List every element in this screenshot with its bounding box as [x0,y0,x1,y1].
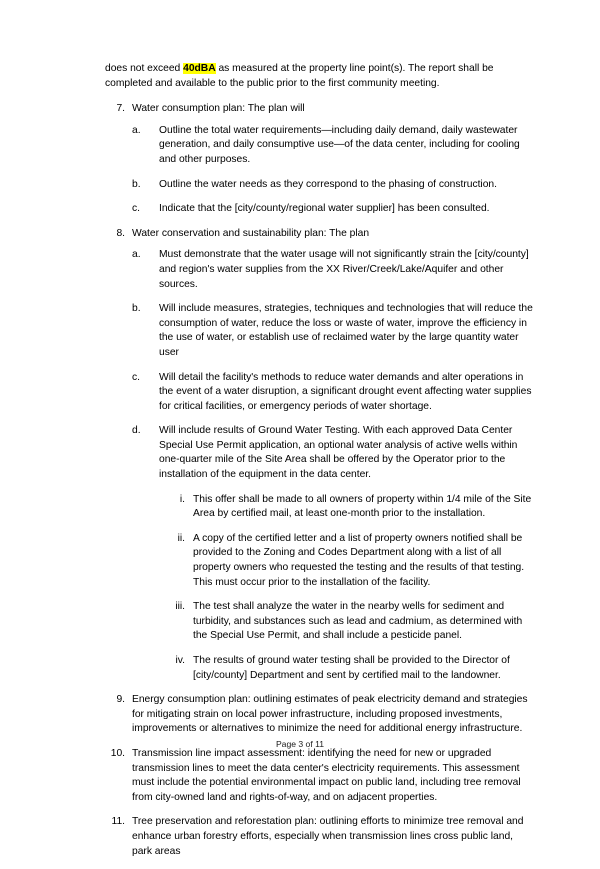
list-marker: a. [132,249,141,261]
list-item-8 [105,227,535,242]
list-item-8d-i [166,493,535,522]
continuation-paragraph [105,62,535,91]
list-item-text: Will include measures, strategies, techniques and technologies that will reduce the consumption of water, reduce the loss or waste of water, improve the efficiency in the use of water, or establish use of reclaimed water by the large quantity water user [159,303,533,358]
list-item-7a [132,124,535,168]
list-marker: b. [132,178,141,190]
list-item-text: The results of ground water testing shall be provided to the Director of [city/county] Department and sent by certified mail to the landowner. [193,655,510,681]
list-marker: 9. [116,694,125,706]
list-marker: i. [179,493,185,505]
list-item-text: Indicate that the [city/county/regional water supplier] has been consulted. [159,203,490,215]
continuation-text-part1: does not exceed [105,63,184,74]
list-item-8d [132,424,535,482]
list-item-text: Energy consumption plan: outlining estimates of peak electricity demand and strategies for mitigating strain on local power infrastructure, including proposed investments, improvements or alternatives to minimize the need for additional energy infrastructure. [132,694,528,735]
list-item-text: The test shall analyze the water in the nearby wells for sediment and turbidity, and substances such as lead and cadmium, as determined with the Special Use Permit, and shall include a pesticide panel. [193,601,523,642]
list-item-7c [132,202,535,217]
list-item-text: Water conservation and sustainability plan: The plan [132,227,370,239]
list-item-8c [132,371,535,415]
list-item-7 [105,102,535,117]
list-item-text: Outline the water needs as they correspond to the phasing of construction. [159,178,497,190]
list-item-9 [105,693,535,737]
list-item-10 [105,747,535,805]
list-item-text: Water consumption plan: The plan will [132,103,305,115]
list-marker: 8. [116,227,125,239]
list-item-8a [132,248,535,292]
list-item-text: Tree preservation and reforestation plan: outlining efforts to minimize tree removal and enhance urban forestry efforts, especially when transmission lines cross public land, park areas [132,816,524,857]
list-marker: c. [132,371,140,383]
list-item-text: Transmission line impact assessment: identifying the need for new or upgraded transmission lines to meet the data center's electricity requirements. This assessment must include the potential environmental impact on public land, including tree removal from city-owned land and rights-of-way, and on adjacent properties. [132,747,521,803]
list-item-8d-iii [166,600,535,644]
list-marker: 10. [110,747,125,759]
list-marker: iv. [175,655,185,666]
continuation-text-part2: as measured at the property line point(s). The report shall be completed and available to the public prior to the first community meeting. [105,63,494,89]
list-marker: d. [132,425,141,437]
list-item-8d-iv [166,654,535,683]
highlighted-value-40dba: 40dBA [183,63,216,74]
list-marker: b. [132,303,141,315]
list-item-text: Will include results of Ground Water Testing. With each approved Data Center Special Use Permit application, an optional water analysis of active wells within one-quarter mile of the Site Area shall be offered by the Operator prior to the installation of the equipment in the data center. [159,425,518,481]
list-item-11 [105,815,535,859]
list-item-text: This offer shall be made to all owners of property within 1/4 mile of the Site Area by certified mail, at least one-month prior to the installation. [193,493,532,520]
list-marker: a. [132,124,141,136]
list-item-text: A copy of the certified letter and a list of property owners notified shall be provided to the Zoning and Codes Department along with a list of all property owners who requested the testing and the results of that testing. This must occur prior to the installation of the facility. [193,532,525,588]
list-item-text: Outline the total water requirements—including daily demand, daily wastewater generation, and daily consumptive use—of the data center, including for cooling and other purposes. [159,124,520,165]
list-item-7b [132,178,535,193]
list-marker: iii. [175,601,185,613]
list-item-8d-ii [166,532,535,590]
list-item-text: Must demonstrate that the water usage will not significantly strain the [city/county] and region's water supplies from the XX River/Creek/Lake/Aquifer and other sources. [159,249,529,290]
page-number-label: Page 3 of 11 [275,739,325,749]
list-marker: 7. [116,103,125,115]
list-marker: c. [132,203,140,215]
list-item-8b [132,302,535,360]
page-footer [0,739,600,750]
list-item-text: Will detail the facility's methods to reduce water demands and alter operations in the event of a water disruption, a significant drought event affecting water supplies for critical facilities, or emergency periods of water shortage. [159,371,532,412]
list-marker: 11. [111,816,125,828]
list-marker: ii. [177,532,185,544]
